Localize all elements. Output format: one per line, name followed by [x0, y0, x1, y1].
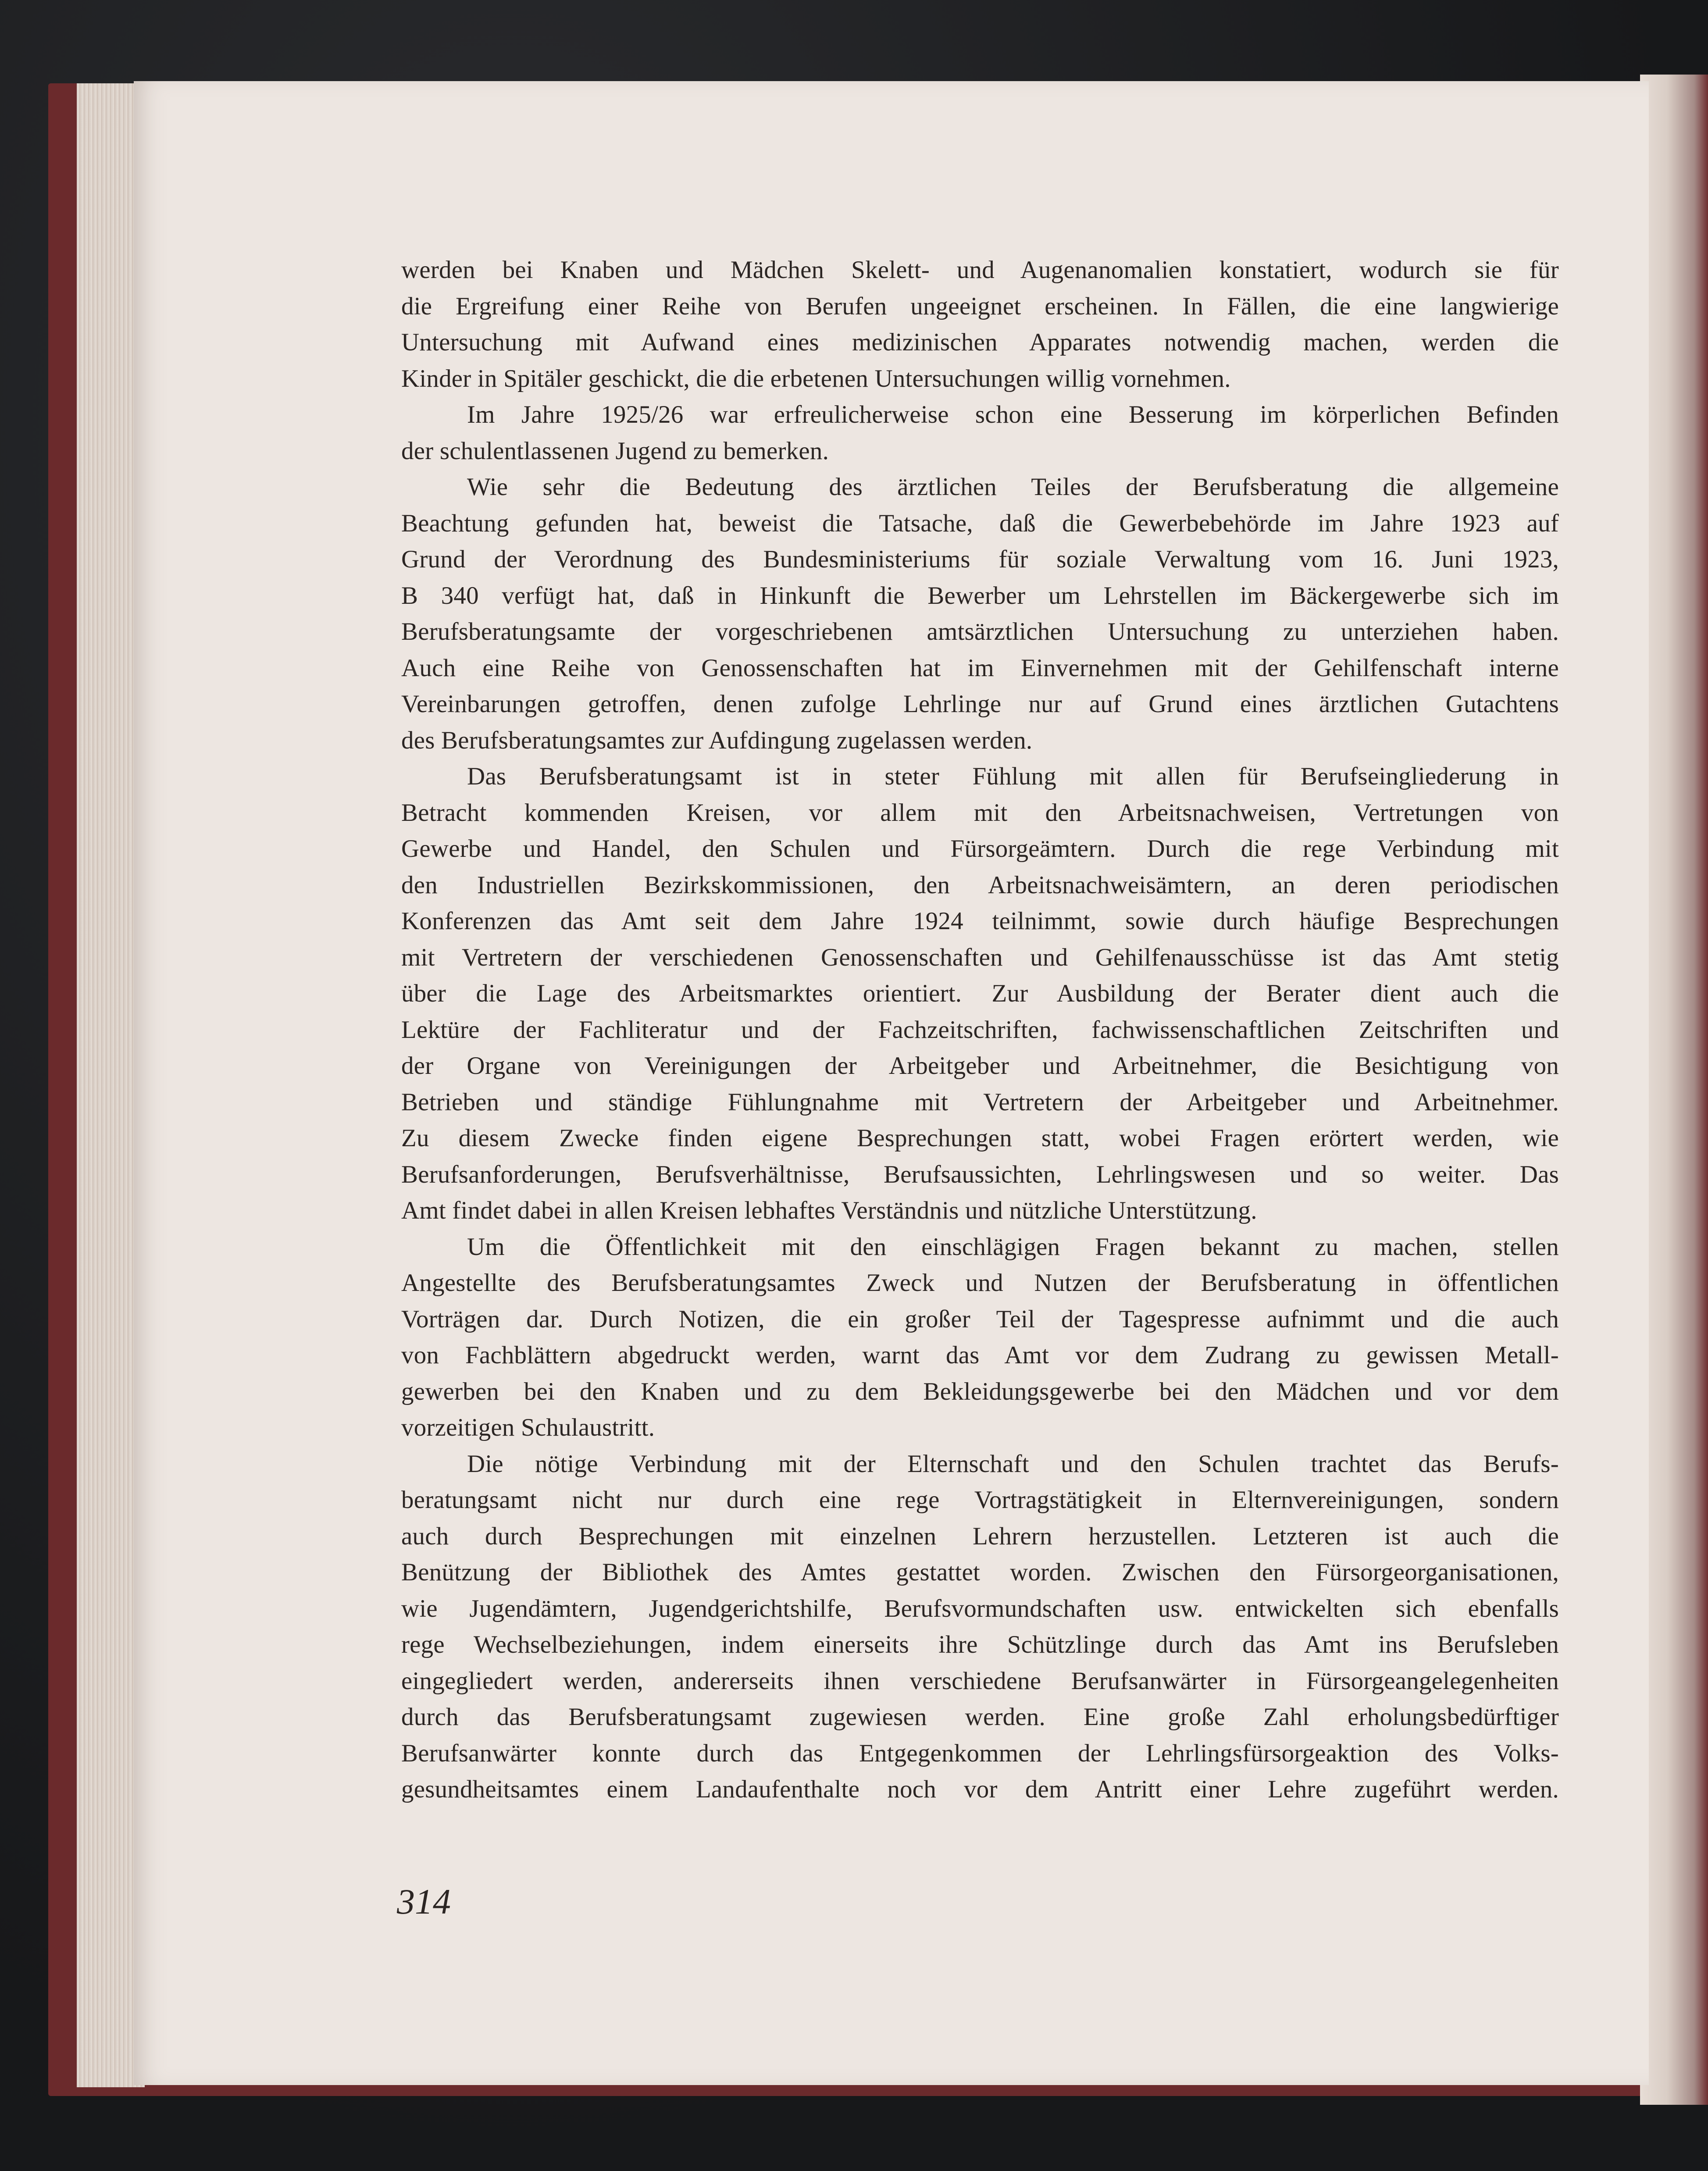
text-line: Berufsanwärter konnte durch das Entgegenkommen der Lehrlingsfürsorgeaktion des Volks- [401, 1739, 1559, 1767]
paragraph [401, 397, 1559, 469]
text-line: eingegliedert werden, andererseits ihnen verschiedene Berufsanwärter in Fürsorgeangelegenheiten [401, 1667, 1559, 1695]
text-line: beratungsamt nicht nur durch eine rege Vortragstätigkeit in Elternvereinigungen, sondern [401, 1486, 1559, 1514]
paragraph [401, 759, 1559, 1229]
text-line: Vorträgen dar. Durch Notizen, die ein großer Teil der Tagespresse aufnimmt und die auch [401, 1305, 1559, 1333]
text-line: Amt findet dabei in allen Kreisen lebhaftes Verständnis und nützliche Unterstützung. [401, 1197, 1257, 1224]
text-line: Betracht kommenden Kreisen, vor allem mit den Arbeitsnachweisen, Vertretungen von [401, 799, 1559, 827]
text-line: von Fachblättern abgedruckt werden, warnt das Amt vor dem Zudrang zu gewissen Metall- [401, 1341, 1559, 1369]
body-text [401, 252, 1559, 1808]
text-line: Vereinbarungen getroffen, denen zufolge Lehrlinge nur auf Grund eines ärztlichen Gutachtens [401, 690, 1559, 718]
text-line: Untersuchung mit Aufwand eines medizinischen Apparates notwendig machen, werden die [401, 328, 1559, 356]
text-line: Beachtung gefunden hat, beweist die Tatsache, daß die Gewerbebehörde im Jahre 1923 auf [401, 509, 1559, 537]
text-line: gewerben bei den Knaben und zu dem Bekleidungsgewerbe bei den Mädchen und vor dem [401, 1377, 1559, 1405]
text-line: vorzeitigen Schulaustritt. [401, 1414, 655, 1441]
text-line: Betrieben und ständige Fühlungnahme mit Vertretern der Arbeitgeber und Arbeitnehmer. [401, 1088, 1559, 1116]
text-line: die Ergreifung einer Reihe von Berufen ungeeignet erscheinen. In Fällen, die eine langwierige [401, 292, 1559, 320]
text-line: Zu diesem Zwecke finden eigene Besprechungen statt, wobei Fragen erörtert werden, wie [401, 1124, 1559, 1152]
paragraph [401, 1446, 1559, 1808]
text-line: des Berufsberatungsamtes zur Aufdingung zugelassen werden. [401, 726, 1033, 754]
text-line: Um die Öffentlichkeit mit den einschlägigen Fragen bekannt zu machen, stellen [467, 1233, 1559, 1261]
text-line: Das Berufsberatungsamt ist in steter Fühlung mit allen für Berufseingliederung in [467, 763, 1559, 790]
text-line: wie Jugendämtern, Jugendgerichtshilfe, Berufsvormundschaften usw. entwickelten sich ebenfalls [401, 1594, 1559, 1622]
text-line: Kinder in Spitäler geschickt, die die erbetenen Untersuchungen willig vornehmen. [401, 364, 1231, 392]
right-page-edge [1640, 75, 1708, 2105]
text-line: Die nötige Verbindung mit der Elternschaft und den Schulen trachtet das Berufs- [467, 1450, 1559, 1478]
text-line: Lektüre der Fachliteratur und der Fachzeitschriften, fachwissenschaftlichen Zeitschriften und [401, 1016, 1559, 1044]
paragraph [401, 469, 1559, 759]
text-line: Wie sehr die Bedeutung des ärztlichen Teiles der Berufsberatung die allgemeine [467, 473, 1559, 501]
text-line: Auch eine Reihe von Genossenschaften hat im Einvernehmen mit der Gehilfenschaft interne [401, 654, 1559, 682]
text-line: mit Vertretern der verschiedenen Genossenschaften und Gehilfenausschüsse ist das Amt stetig [401, 943, 1559, 971]
text-line: Konferenzen das Amt seit dem Jahre 1924 teilnimmt, sowie durch häufige Besprechungen [401, 907, 1559, 935]
text-line: werden bei Knaben und Mädchen Skelett- und Augenanomalien konstatiert, wodurch sie für [401, 256, 1559, 284]
text-line: auch durch Besprechungen mit einzelnen Lehrern herzustellen. Letzteren ist auch die [401, 1522, 1559, 1550]
text-line: Im Jahre 1925/26 war erfreulicherweise schon eine Besserung im körperlichen Befinden [467, 401, 1559, 428]
text-line: Berufsberatungsamte der vorgeschriebenen amtsärztlichen Untersuchung zu unterziehen haben. [401, 618, 1559, 645]
text-line: gesundheitsamtes einem Landaufenthalte noch vor dem Antritt einer Lehre zugeführt werden. [401, 1775, 1559, 1803]
text-line: Berufsanforderungen, Berufsverhältnisse, Berufsaussichten, Lehrlingswesen und so weiter. Das [401, 1160, 1559, 1188]
text-line: über die Lage des Arbeitsmarktes orientiert. Zur Ausbildung der Berater dient auch die [401, 980, 1559, 1007]
text-line: durch das Berufsberatungsamt zugewiesen werden. Eine große Zahl erholungsbedürftiger [401, 1703, 1559, 1731]
text-line: den Industriellen Bezirkskommissionen, den Arbeitsnachweisämtern, an deren periodischen [401, 871, 1559, 899]
paragraph [401, 1229, 1559, 1446]
text-line: der Organe von Vereinigungen der Arbeitgeber und Arbeitnehmer, die Besichtigung von [401, 1052, 1559, 1080]
text-line: rege Wechselbeziehungen, indem einerseits ihre Schützlinge durch das Amt ins Berufsleben [401, 1631, 1559, 1658]
page-number: 314 [397, 1882, 451, 1921]
text-line: Grund der Verordnung des Bundesministeriums für soziale Verwaltung vom 16. Juni 1923, [401, 545, 1559, 573]
text-line: Gewerbe und Handel, den Schulen und Fürsorgeämtern. Durch die rege Verbindung mit [401, 835, 1559, 863]
paragraph [401, 252, 1559, 397]
text-line: Angestellte des Berufsberatungsamtes Zweck und Nutzen der Berufsberatung in öffentlichen [401, 1269, 1559, 1297]
text-line: der schulentlassenen Jugend zu bemerken. [401, 437, 829, 465]
text-line: B 340 verfügt hat, daß in Hinkunft die Bewerber um Lehrstellen im Bäckergewerbe sich im [401, 581, 1559, 610]
text-line: Benützung der Bibliothek des Amtes gestattet worden. Zwischen den Fürsorgeorganisationen, [401, 1558, 1559, 1586]
